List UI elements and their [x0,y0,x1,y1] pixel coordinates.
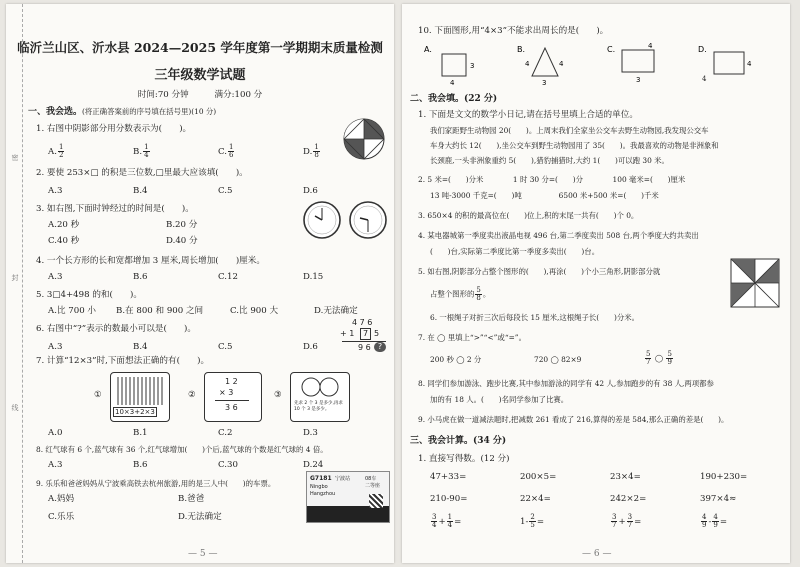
q4-option: C.12 [218,272,238,282]
page-number: — 5 — [188,549,218,559]
q6: 6. 右图中“?”表示的数最小可以是( )。 [36,324,196,334]
f7-item: 720 ◯ 82×9 [534,355,582,364]
vertical-multiplication-card: 1 2 × 3 3 6 [204,372,262,422]
exam-page-right: 10. 下面图形,用“4×3”不能求出周长的是( )。 A. 3 4 B. 4 4 3 C. 4 3 D. 4 4 二、我会填。(22 分) 1. 下面是文文的数学小日记,请在括号里填上合适的单位。 我们家距野生动物园 20( )。上周末我们全家坐公交车去野生动物园,我发现公交车 车身大约长 12( ),坐公交车到野生动物园用了 35( )。我最喜欢的动物是非洲象和 长颈鹿,一头非洲象重约 5( ),猎豹捕猎时,大约 1( )可以跑 30 米。 2. 5 米=( )分米 1 时 30 分=( )分 100 毫米=( )厘米 13 吨-3000 千克=( )吨 6500 米+500 米=( )千米 3. 650×4 的积的最高位在( )位上,积的末尾一共有( )个 0。 4. 某电器城第一季度卖出液晶电视 496 台,第二季度卖出 508 台,两个季度大约共卖出 ( )台,实际第二季度比第一季度多卖出( )台。 5. 如右图,阴影部分占整个图形的( ),再涂( )个小三角形,阴影部分就 占整个图形的 $\frac{5}{8}$ 。 6. 一根绳子对折三次后每段长 15 厘米,这根绳子长( )分米。 7. 在 ◯ 里填上“>”“<”或“=”。 200 秒 ◯ 2 分 720 ◯ 82×9 $\frac{5}{7}$ ◯ $\frac{5}{9}$ 8. 同学们参加游泳、跑步比赛,其中参加游泳的同学有 42 人,参加跑步的有 38 人,两项都参 加的有 18 人。( )名同学参加了比赛。 9. 小马虎在做一道减法题时,把减数 261 看成了 216,算得的差是 584,那么正确的差是( )。 三、我会计算。(34 分) 1. 直接写得数。(12 分) 47+33= 200×5= 23×4= 190+230= 210-90= 22×4= 242×2= 397×4≈ $\frac{3}{4}$ + $\frac{1}{4}$ = 1- $\frac{2}{5}$ = $\frac{3}{7}$ + $\frac{3}{7}$ = $\frac{4}{9}$ - $\frac{4}{9}$ = — 6 — [402,4,790,563]
svg-text:3: 3 [470,62,475,70]
circle-fraction-figure [342,117,386,161]
calc-item: $\frac{3}{7}$ + $\frac{3}{7}$ = [612,513,642,529]
q10-shapes [422,42,762,86]
thinking-card: 先求 2 个 3 是多少,再求 10 个 3 是多少。 [290,372,350,422]
f7-item: 200 秒 ◯ 2 分 [430,355,482,364]
q8: 8. 红气球有 6 个,蓝气球有 36 个,红气球增加( )个后,蓝气球的个数是红气球的 4 倍。 [36,445,328,454]
addition-figure: 4 7 6 + 1 7 5 9 6 ? [338,318,390,364]
q9-option: D.无法确定 [178,512,222,522]
q2-option: A.3 [48,186,63,196]
question-mark-icon: ? [374,342,386,352]
q2-option: D.6 [303,186,318,196]
q8-option: A.3 [48,460,63,470]
q1-option: A. $\frac{1}{2}$ [48,143,64,159]
q3-option: C.40 秒 [48,236,80,246]
q6-option: D.6 [303,342,318,352]
svg-text:3: 3 [636,76,641,84]
clock-icon [304,202,340,238]
f8-second-line: 加的有 18 人。( )名同学参加了比赛。 [430,395,569,404]
q1-option: C. $\frac{1}{6}$ [218,143,234,159]
f2-second-line: 13 吨-3000 千克=( )吨 6500 米+500 米=( )千米 [430,191,659,200]
svg-text:3: 3 [542,79,547,86]
train-ticket-image: G7181 宁波站 08车 二等座 Ningbo Hangzhou [306,471,390,523]
f7-item: $\frac{5}{7}$ ◯ $\frac{5}{9}$ [646,350,672,366]
q1-option: B. $\frac{1}{4}$ [133,143,149,159]
q10: 10. 下面图形,用“4×3”不能求出周长的是( )。 [418,26,609,36]
qr-code-icon [369,494,383,508]
q5: 5. 3□4+498 的和( )。 [36,290,142,300]
q10-option: C. [607,45,616,54]
calc-item: $\frac{3}{4}$ + $\frac{1}{4}$ = [432,513,462,529]
q7-option: C.2 [218,428,233,438]
f1-diary-line: 车身大约长 12( ),坐公交车到野生动物园用了 35( )。我最喜欢的动物是非洲象和 [430,141,719,150]
f9: 9. 小马虎在做一道减法题时,把减数 261 看成了 216,算得的差是 584,那么正确的差是( )。 [418,415,729,424]
f1-diary-line: 长颈鹿,一头非洲象重约 5( ),猎豹捕猎时,大约 1( )可以跑 30 米。 [430,156,669,165]
q7-option: B.1 [133,428,148,438]
q6-option: C.5 [218,342,233,352]
exam-subtitle: 三年级数学试题 [154,68,246,83]
q5-option: B.在 800 和 900 之间 [116,306,204,316]
q6-option: A.3 [48,342,63,352]
q4-option: B.6 [133,272,148,282]
f2: 2. 5 米=( )分米 1 时 30 分=( )分 100 毫米=( )厘米 [418,175,686,184]
calc-item: $\frac{4}{9}$ - $\frac{4}{9}$ = [702,513,728,529]
calc-item: 190+230= [700,472,748,482]
q2: 2. 要使 253×□ 的积是三位数,□里最大应该填( )。 [36,168,248,178]
exam-page-left [6,4,394,563]
q9-option: A.妈妈 [48,494,75,504]
binding-margin [6,4,23,563]
seal-label: 密 [11,154,19,161]
q7: 7. 计算“12×3”时,下面想法正确的有( )。 [36,356,210,366]
q5-option: A.比 700 小 [48,306,96,316]
f5-second-line: 占整个图形的 $\frac{5}{8}$ 。 [430,286,491,302]
q5-option: D.无法确定 [314,306,358,316]
svg-text:4: 4 [450,79,455,86]
q10-option: B. [517,45,526,54]
q9: 9. 乐乐和爸爸妈妈从宁波乘高铁去杭州旅游,用的是三人中( )的车票。 [36,479,276,488]
f8: 8. 同学们参加游泳、跑步比赛,其中参加游泳的同学有 42 人,参加跑步的有 38 人,两项都参 [418,379,714,388]
c1: 1. 直接写得数。(12 分) [418,454,510,464]
f7: 7. 在 ◯ 里填上“>”“<”或“=”。 [418,333,526,342]
triangle-grid-figure [730,258,780,308]
q2-option: C.5 [218,186,233,196]
calc-item: 200×5= [520,472,557,482]
q8-option: D.24 [303,460,324,470]
calc-item: 22×4= [520,494,551,504]
calc-item: 397×4≈ [700,494,737,504]
exam-title: 临沂兰山区、沂水县 2024—2025 学年度第一学期期末质量检测 [17,40,383,55]
calc-item: 47+33= [430,472,467,482]
q7-figures: ① 10×3+2×3 ② 1 2 × 3 3 6 ③ 先求 2 个 3 是多少,再求 10 个 3 是多少。 [88,370,378,424]
svg-text:4: 4 [747,60,752,68]
q10-option: D. [698,45,707,54]
q3: 3. 如右图,下面时钟经过的时间是( )。 [36,204,194,214]
f5: 5. 如右图,阴影部分占整个图形的( ),再涂( )个小三角形,阴影部分就 [418,267,661,276]
page-number: — 6 — [582,549,612,559]
q1-option: D. $\frac{1}{8}$ [303,143,319,159]
q3-option: A.20 秒 [48,220,80,230]
f4-second-line: ( )台,实际第二季度比第一季度多卖出( )台。 [430,247,600,256]
section-3-heading: 三、我会计算。(34 分) [410,436,507,446]
calc-item: 210-90= [430,494,468,504]
q10-option: A. [424,45,432,54]
seal-label: 线 [11,404,19,411]
q7-option: A.0 [48,428,63,438]
q7-option: D.3 [303,428,318,438]
dot-array-card: 10×3+2×3 [110,372,170,422]
q8-option: B.6 [133,460,148,470]
clock-icon [350,202,386,238]
q3-option: B.20 分 [166,220,198,230]
calc-item: 242×2= [610,494,647,504]
clocks-figure [302,200,390,240]
q1: 1. 右图中阴影部分用分数表示为( )。 [36,124,192,134]
q2-option: B.4 [133,186,148,196]
svg-text:4: 4 [648,42,653,50]
section-1-heading: 一、我会选。(将正确答案前的序号填在括号里)(10 分) [28,107,217,117]
f6: 6. 一根绳子对折三次后每段长 15 厘米,这根绳子长( )分米。 [430,313,639,322]
calc-row-fractions [430,514,770,534]
calc-item: 23×4= [610,472,641,482]
q3-option: D.40 分 [166,236,198,246]
q8-option: C.30 [218,460,238,470]
svg-text:4: 4 [525,60,530,68]
q5-option: C.比 900 大 [230,306,279,316]
q9-option: B.爸爸 [178,494,205,504]
q4: 4. 一个长方形的长和宽都增加 3 厘米,周长增加( )厘米。 [36,256,265,266]
calc-item: 1- $\frac{2}{5}$ = [520,513,545,529]
seal-label: 封 [11,274,19,281]
digit-box: 7 [360,328,371,340]
section-2-heading: 二、我会填。(22 分) [410,94,498,104]
f4: 4. 某电器城第一季度卖出液晶电视 496 台,第二季度卖出 508 台,两个季度大约共卖出 [418,231,699,240]
f1: 1. 下面是文文的数学小日记,请在括号里填上合适的单位。 [418,110,638,120]
time-score: 时间:70 分钟 满分:100 分 [137,90,263,100]
f1-diary-line: 我们家距野生动物园 20( )。上周末我们全家坐公交车去野生动物园,我发现公交车 [430,126,709,135]
q9-option: C.乐乐 [48,512,75,522]
q6-option: B.4 [133,342,148,352]
q4-option: A.3 [48,272,63,282]
q4-option: D.15 [303,272,324,282]
svg-text:4: 4 [559,60,564,68]
f3: 3. 650×4 的积的最高位在( )位上,积的末尾一共有( )个 0。 [418,211,639,220]
